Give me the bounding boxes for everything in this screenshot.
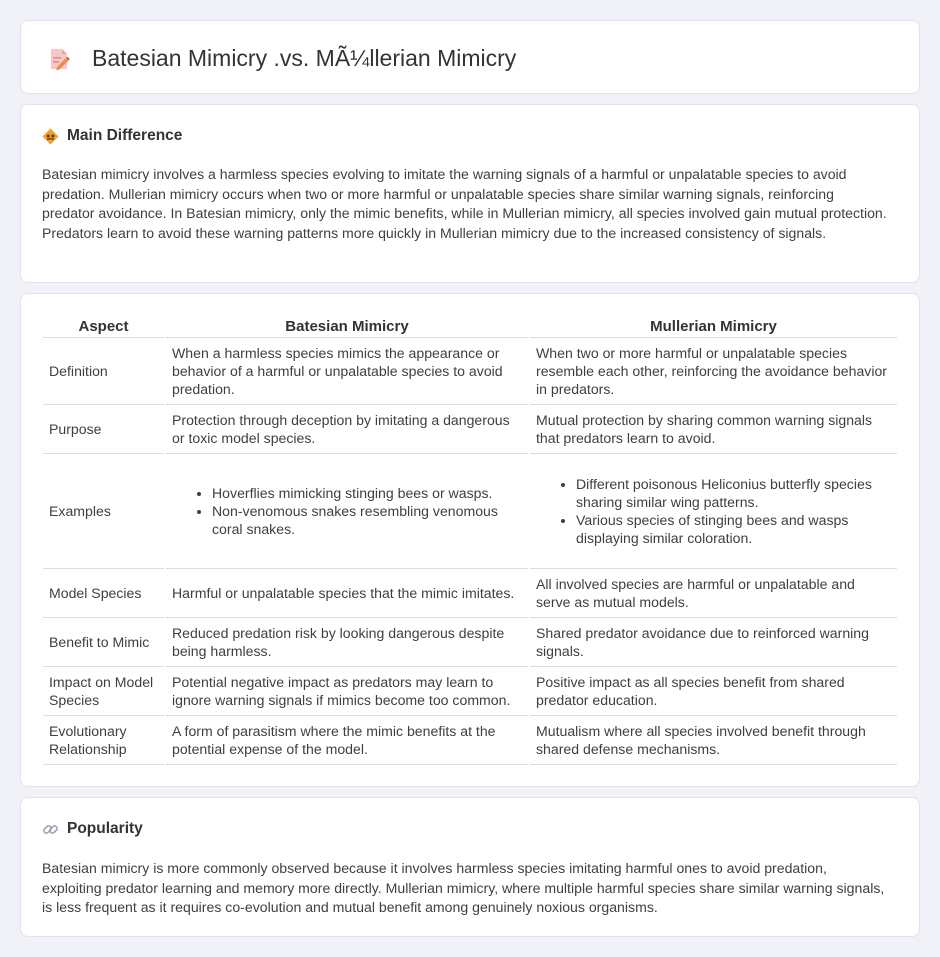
mullerian-cell: Shared predator avoidance due to reinforced warning signals. [530, 618, 897, 667]
popularity-text: Batesian mimicry is more commonly observed because it involves harmless species imitating harmful ones to avoid predation, exploiting predator learning and memory more directly. Mullerian mimicry, where multiple harmful species share similar warning signals, is less frequent as it requires co-evolution and mutual benefit among genuinely noxious organisms. [42, 860, 885, 916]
batesian-cell: When a harmless species mimics the appearance or behavior of a harmful or unpalatable species to avoid predation. [166, 338, 528, 405]
list-item: • Various species of stinging bees and wasps displaying similar coloration. [576, 511, 891, 547]
table-header-row [43, 312, 897, 338]
title-card [20, 20, 920, 94]
table-row [43, 405, 897, 454]
main-difference-section [20, 104, 920, 283]
list-item: • Hoverflies mimicking stinging bees or wasps. [212, 484, 522, 502]
batesian-cell [166, 454, 528, 569]
aspect-cell: Purpose [43, 405, 164, 454]
aspect-cell: Benefit to Mimic [43, 618, 164, 667]
mullerian-cell: Mutual protection by sharing common warning signals that predators learn to avoid. [530, 405, 897, 454]
mullerian-cell [530, 454, 897, 569]
column-header-mullerian: Mullerian Mimicry [530, 312, 897, 338]
aspect-cell: Definition [43, 338, 164, 405]
table-row [43, 618, 897, 667]
table-row [43, 338, 897, 405]
popularity-heading: Popularity [67, 820, 143, 837]
mullerian-cell: Mutualism where all species involved benefit through shared defense mechanisms. [530, 716, 897, 765]
table-row [43, 667, 897, 716]
main-difference-text: Batesian mimicry involves a harmless species evolving to imitate the warning signals of a harmful or unpalatable species to avoid predation. Mullerian mimicry occurs when two or more harmful or unpalatable species share similar warning signals, reinforcing predator avoidance. In Batesian mimicry, only the mimic benefits, while in Mullerian mimicry, all species involved gain mutual protection. Predators learn to avoid these warning patterns more quickly in Mullerian mimicry due to the increased consistency of signals. [42, 166, 887, 241]
column-header-batesian: Batesian Mimicry [166, 312, 528, 338]
aspect-cell: Impact on Model Species [43, 667, 164, 716]
mullerian-cell: Positive impact as all species benefit from shared predator education. [530, 667, 897, 716]
batesian-cell: Reduced predation risk by looking dangerous despite being harmless. [166, 618, 528, 667]
list-item: • Non-venomous snakes resembling venomous coral snakes. [212, 502, 522, 538]
diamond-sign-icon [42, 128, 59, 145]
mullerian-cell: All involved species are harmful or unpalatable and serve as mutual models. [530, 569, 897, 618]
list-item: • Different poisonous Heliconius butterfly species sharing similar wing patterns. [576, 475, 891, 511]
table-row [43, 454, 897, 569]
batesian-cell: A form of parasitism where the mimic benefits at the potential expense of the model. [166, 716, 528, 765]
main-difference-header [42, 127, 182, 145]
aspect-cell: Evolutionary Relationship [43, 716, 164, 765]
aspect-cell: Model Species [43, 569, 164, 618]
comparison-section [20, 293, 920, 787]
link-icon [42, 821, 59, 838]
batesian-examples-list [212, 484, 522, 538]
main-difference-heading: Main Difference [67, 127, 183, 144]
batesian-cell: Harmful or unpalatable species that the mimic imitates. [166, 569, 528, 618]
column-header-aspect: Aspect [43, 312, 164, 338]
mullerian-examples-list [576, 475, 891, 547]
batesian-cell: Potential negative impact as predators may learn to ignore warning signals if mimics become too common. [166, 667, 528, 716]
comparison-table [41, 312, 899, 765]
table-row [43, 569, 897, 618]
mullerian-cell: When two or more harmful or unpalatable species resemble each other, reinforcing the avoidance behavior in predators. [530, 338, 897, 405]
aspect-cell: Examples [43, 454, 164, 569]
table-row [43, 716, 897, 765]
batesian-cell: Protection through deception by imitating a dangerous or toxic model species. [166, 405, 528, 454]
page-title: Batesian Mimicry .vs. MÃ¼llerian Mimicry [92, 45, 517, 71]
popularity-header [42, 820, 143, 838]
popularity-section [20, 797, 920, 937]
document-pencil-icon [48, 47, 70, 71]
